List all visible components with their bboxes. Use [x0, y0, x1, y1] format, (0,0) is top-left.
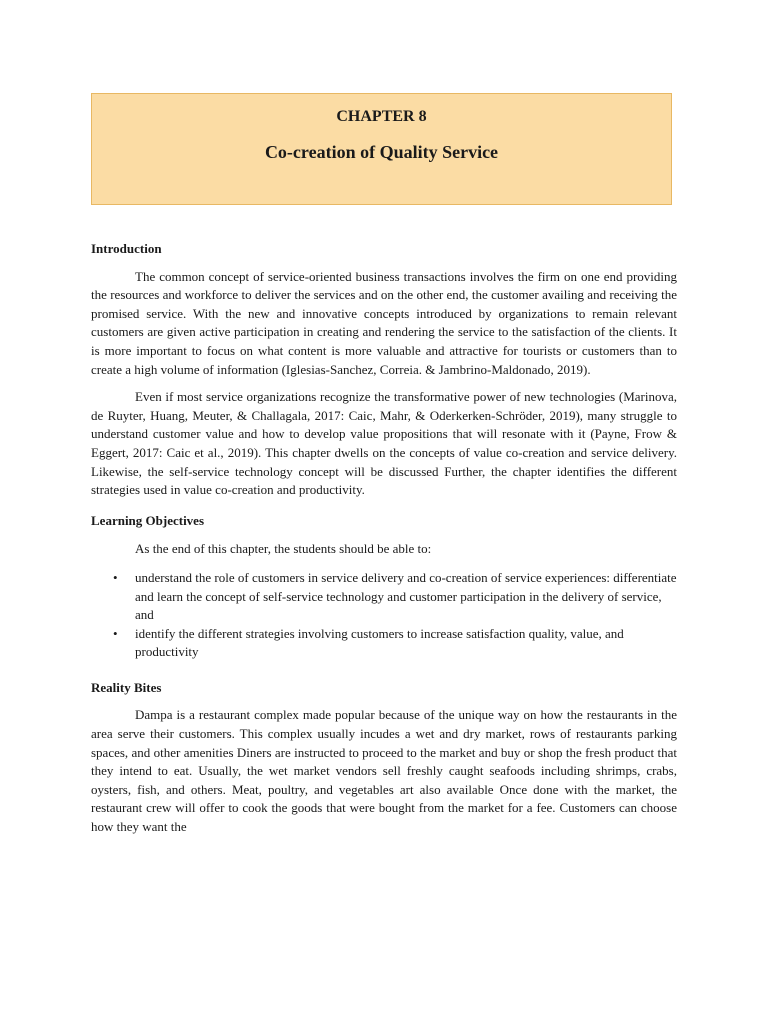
section-heading-introduction: Introduction — [91, 241, 162, 256]
chapter-title: Co-creation of Quality Service — [264, 142, 499, 162]
objectives-list — [91, 569, 677, 662]
list-item — [91, 569, 677, 625]
document-body — [91, 240, 677, 837]
chapter-number: CHAPTER 8 — [336, 108, 427, 125]
objectives-lead: As the end of this chapter, the students should be able to: — [135, 541, 432, 557]
objective-text-2: identify the different strategies involving customers to increase satisfaction quality, value, and productivity — [135, 625, 624, 660]
intro-paragraph-2: Even if most service organizations recognize the transformative power of new technologies (Marinova, de Ruyter, Huang, Meuter, & Challagala, 2017: Caic, Mahr, & Oderkerken-Schröder, 2019), many struggle to understand customer value and how to develop value propositions that will resonate with it (Payne, Frow & Eggert, 2017: Caic et al., 2019). This chapter dwells on the concepts of value co-creation and service delivery. Likewise, the self-service technology concept will be discussed Further, the chapter identifies the different strategies used in value co-creation and productivity. — [91, 389, 677, 498]
intro-paragraph-1: The common concept of service-oriented business transactions involves the firm on one end providing the resources and workforce to deliver the services and on the other end, the customer availing and receiving the promised service. With the new and innovative concepts introduced by organizations to remain relevant customers are given active participation in creating and rendering the service to the satisfaction of the clients. It is more important to focus on what content is more valuable and attractive for tourists or customers than to create a high volume of information (Iglesias-Sanchez, Correia. & Jambrino-Maldonado, 2019). — [91, 268, 677, 377]
list-item — [91, 625, 677, 662]
section-heading-reality-bites: Reality Bites — [91, 679, 162, 695]
objective-text-1: understand the role of customers in service delivery and co-creation of service experiences: differentiate and learn the concept of self-service technology and customer participation in the delivery of service, and — [135, 569, 677, 623]
section-heading-objectives: Learning Objectives — [91, 512, 205, 528]
bullet-icon: • — [113, 569, 118, 585]
reality-paragraph-1: Dampa is a restaurant complex made popular because of the unique way on how the restaurants in the area serve their customers. This complex usually incudes a wet and dry market, rows of restaurants parking spaces, and other amenities Diners are instructed to proceed to the market and buy or shop the fresh product that they intend to eat. Usually, the wet market vendors sell freshly caught seafoods including shrimps, crabs, oysters, fish, and others. Meat, poultry, and vegetables art also available Once done with the market, the restaurant crew will offer to cook the goods that were bought from the market for a fee. Customers can choose how they want the — [91, 707, 677, 835]
bullet-icon: • — [113, 625, 118, 641]
chapter-header-box — [91, 93, 672, 205]
